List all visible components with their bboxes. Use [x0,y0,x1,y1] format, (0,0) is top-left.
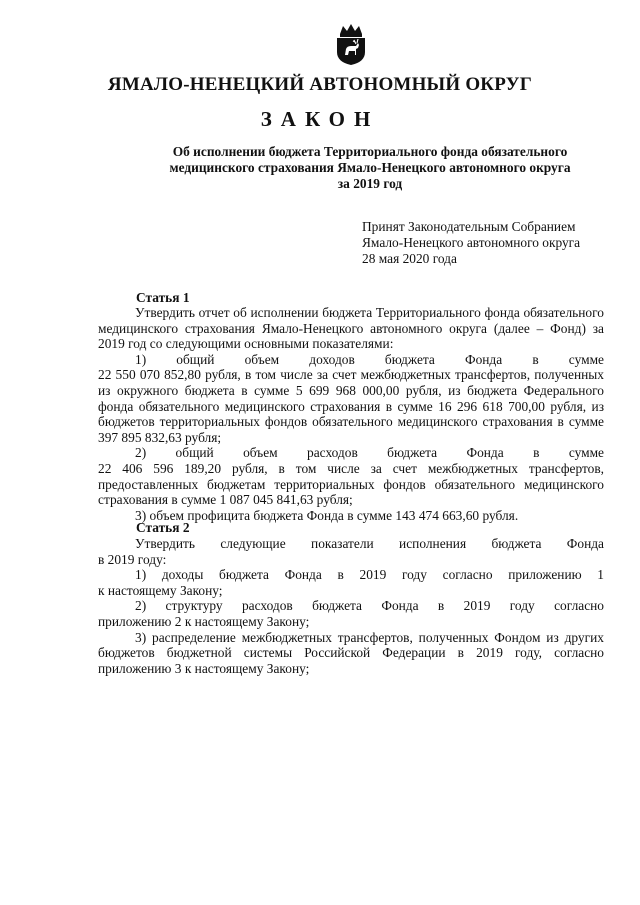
coat-of-arms-icon [331,22,371,66]
article-1-body [98,305,604,523]
article-1-item-2-lead: 2) общий объем расходов бюджета Фонда в сумме [135,445,604,461]
article-1-heading: Статья 1 [136,290,190,305]
law-subject-line: Об исполнении бюджета Территориального фонда обязательного [172,144,568,159]
law-subject-line: медицинского страхования Ямало-Ненецкого автономного округа [169,160,571,175]
law-subject [100,144,640,192]
adoption-line: Принят Законодательным Собранием [362,219,576,234]
adoption-line: Ямало-Ненецкого автономного округа [362,235,581,250]
article-1-item-3: 3) объем профицита бюджета Фонда в сумме 143 474 663,60 рубля. [135,507,519,523]
region-title: ЯМАЛО-НЕНЕЦКИЙ АВТОНОМНЫЙ ОКРУГ [107,74,533,95]
law-subject-line: за 2019 год [337,176,403,191]
article-1-item-2-text: 22 406 596 189,20 рубля, в том числе за счет межбюджетных трансфертов, предоставленных бюджетам территориальных фондов обязательного медицинского страхования в сумме 1 087 045 841,63 рубля; [98,460,604,508]
adoption-date: 28 мая 2020 года [362,251,457,266]
article-2-intro-text: в 2019 году: [98,551,167,567]
article-2-item-2-text: приложению 2 к настоящему Закону; [98,613,310,629]
article-1-intro: Утвердить отчет об исполнении бюджета Территориального фонда обязательного медицинского страхования Ямало-Ненецкого автономного округа (далее – Фонд) за 2019 год со следующими основными показателями: [98,305,604,352]
article-1-item-1-lead: 1) общий объем доходов бюджета Фонда в сумме [135,351,604,367]
article-2-intro-lead: Утвердить следующие показатели исполнения бюджета Фонда [135,536,604,551]
article-2-body [98,536,604,676]
article-2-heading: Статья 2 [136,520,190,535]
article-2-item-1-text: к настоящему Закону; [98,582,223,598]
article-2-item-3: 3) распределение межбюджетных трансфертов, полученных Фондом из других бюджетов бюджетной системы Российской Федерации в 2019 году, согласно приложению 3 к настоящему Закону; [98,629,604,676]
article-1-item-1-text: 22 550 070 852,80 рубля, в том числе за счет межбюджетных трансфертов, полученных из окружного бюджета в сумме 5 699 968 000,00 рубля, из бюджета Федерального фонда обязательного медицинского страхования в сумме 16 296 618 700,00 рубля, из бюджетов территориальных фондов обязательного медицинского страхования в сумме 397 895 832,63 рубля; [98,367,604,445]
document-type-title: ЗАКОН [260,107,380,131]
article-2-item-2-lead: 2) структуру расходов бюджета Фонда в 2019 году согласно [135,598,604,614]
adoption-note [362,219,580,267]
article-2-item-1-lead: 1) доходы бюджета Фонда в 2019 году согласно приложению 1 [135,567,604,583]
